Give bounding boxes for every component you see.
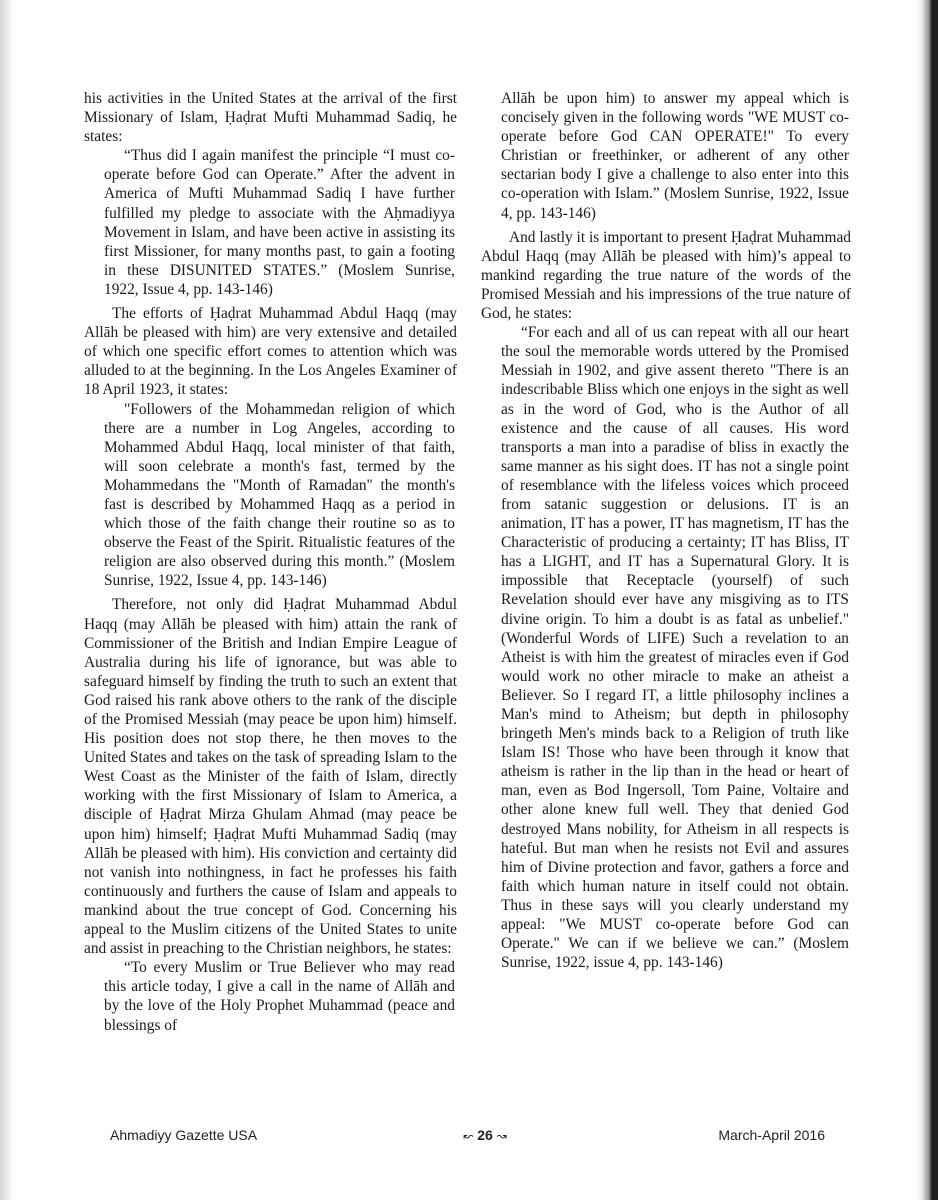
- publication-name: Ahmadiyy Gazette USA: [110, 1127, 258, 1143]
- issue-date: March-April 2016: [718, 1127, 825, 1143]
- block-quote: “Thus did I again manifest the principle “I must co-operate before God can Operate.” After the advent in America of Mufti Muhammad Sadiq I have further fulfilled my pledge to associate with the Aḥmadiyya Movement in Islam, and have been active in assisting its first Missioner, for many months past, to gain a footing in these DISUNITED STATES.” (Moslem Sunrise, 1922, Issue 4, pp. 143-146): [104, 147, 455, 298]
- page-edge-border: [916, 0, 938, 1200]
- left-column: [84, 89, 457, 1035]
- block-quote: “For each and all of us can repeat with all our heart the soul the memorable words uttered by the Promised Messiah in 1902, and give assent thereto "There is an indescribable Bliss which one enjoys in the sight as well as in the word of God, who is the Author of all existence and the cause of all causes. His word transports a man into a paradise of bliss in exactly the same manner as his sight does. IT has not a single point of resemblance with the lifeless voices which proceed from satanic suggestion or delusions. IT is an animation, IT has a power, IT has magnetism, IT has the Characteristic of producing a certainty; IT has Bliss, IT has a LIGHT, and IT has a Supernatural Glory. It is impossible that Receptacle (yourself) of such Revelation should ever have any misgiving as to ITS divine origin. To him a doubt is as fatal as unbelief." (Wonderful Words of LIFE) Such a revelation to an Atheist is with him the greatest of miracles even if God would work no other miracle to make an atheist a Believer. So I regard IT, a little philosophy inclines a Man's mind to Atheism; but depth in philosophy bringeth Men's minds back to a Religion of truth like Islam IS! Those who have been through it know that atheism is rather in the lip than in the head or heart of man, even as Bod Ingersoll, Tom Paine, Voltaire and other alone knew full well. They that denied God destroyed Mans nobility, for Atheism in all respects is hateful. But man when he resists not Evil and assures him of Divine protection and favor, gathers a force and faith which human nature in itself could not obtain. Thus in these says will you clearly understand my appeal: "We MUST co-operate before God can Operate." We can if we believe we can.” (Moslem Sunrise, 1922, issue 4, pp. 143-146): [501, 324, 849, 972]
- block-quote-continued: Allāh be upon him) to answer my appeal which is concisely given in the following words "WE MUST co-operate before God CAN OPERATE!" To every Christian or freethinker, or adherent of any other sectarian body I give a challenge to also enter into this co-operation with Islam.” (Moslem Sunrise, 1922, Issue 4, pp. 143-146): [501, 90, 849, 222]
- ornament-right-icon: ↝: [496, 1129, 507, 1143]
- block-quote: "Followers of the Mohammedan religion of which there are a number in Log Angeles, according to Mohammed Abdul Haqq, local minister of that faith, will soon celebrate a month's fast, termed by the Mohammedans the "Month of Ramadan" the month's fast is described by Mohammed Haqq as a period in which those of the faith change their routine so as to observe the Feast of the Spirit. Ritualistic features of the religion are also observed during this month.” (Moslem Sunrise, 1922, Issue 4, pp. 143-146): [104, 400, 455, 590]
- paragraph: Therefore, not only did Ḥaḍrat Muhammad Abdul Haqq (may Allāh be pleased with him) attain the rank of Commissioner of the British and Indian Empire League of Australia during his life of ignorance, but was able to safeguard himself by finding the truth to such an extent that God raised his rank above others to the rank of the disciple of the Promised Messiah (may peace be upon him) himself. His position does not stop there, he then moves to the United States and takes on the task of spreading Islam to the West Coast as the Minister of the faith of Islam, directly working with the first Missionary of Islam to America, a disciple of Ḥaḍrat Mirza Ghulam Ahmad (may peace be upon him) himself; Ḥaḍrat Mufti Muhammad Sadiq (may Allāh be pleased with him). His conviction and certainty did not vanish into nothingness, in fact he professes his faith continuously and furthers the cause of Islam and appeals to mankind about the true concept of God. Concerning his appeal to the Muslim citizens of the United States to unite and assist in preaching to the Christian neighbors, he states:: [84, 596, 457, 958]
- paragraph: And lastly it is important to present Ḥaḍrat Muhammad Abdul Haqq (may Allāh be pleased with him)’s appeal to mankind regarding the true nature of the words of the Promised Messiah and his impressions of the true nature of God, he states:: [481, 228, 851, 323]
- page-edge-shadow: [0, 0, 14, 1200]
- block-quote: “To every Muslim or True Believer who may read this article today, I give a call in the name of Allāh and by the love of the Holy Prophet Muhammad (peace and blessings of: [104, 959, 455, 1034]
- page-footer: [110, 1127, 825, 1151]
- page-number-value: 26: [477, 1127, 493, 1143]
- right-column: [481, 89, 851, 972]
- paragraph: his activities in the United States at the arrival of the first Missionary of Islam, Ḥaḍrat Mufti Muhammad Sadiq, he states:: [84, 90, 457, 146]
- ornament-left-icon: ↜: [463, 1129, 474, 1143]
- page-number: [430, 1127, 540, 1143]
- paragraph: The efforts of Ḥaḍrat Muhammad Abdul Haqq (may Allāh be pleased with him) are very extensive and detailed of which one specific effort comes to attention which was alluded to at the beginning. In the Los Angeles Examiner of 18 April 1923, it states:: [84, 305, 457, 399]
